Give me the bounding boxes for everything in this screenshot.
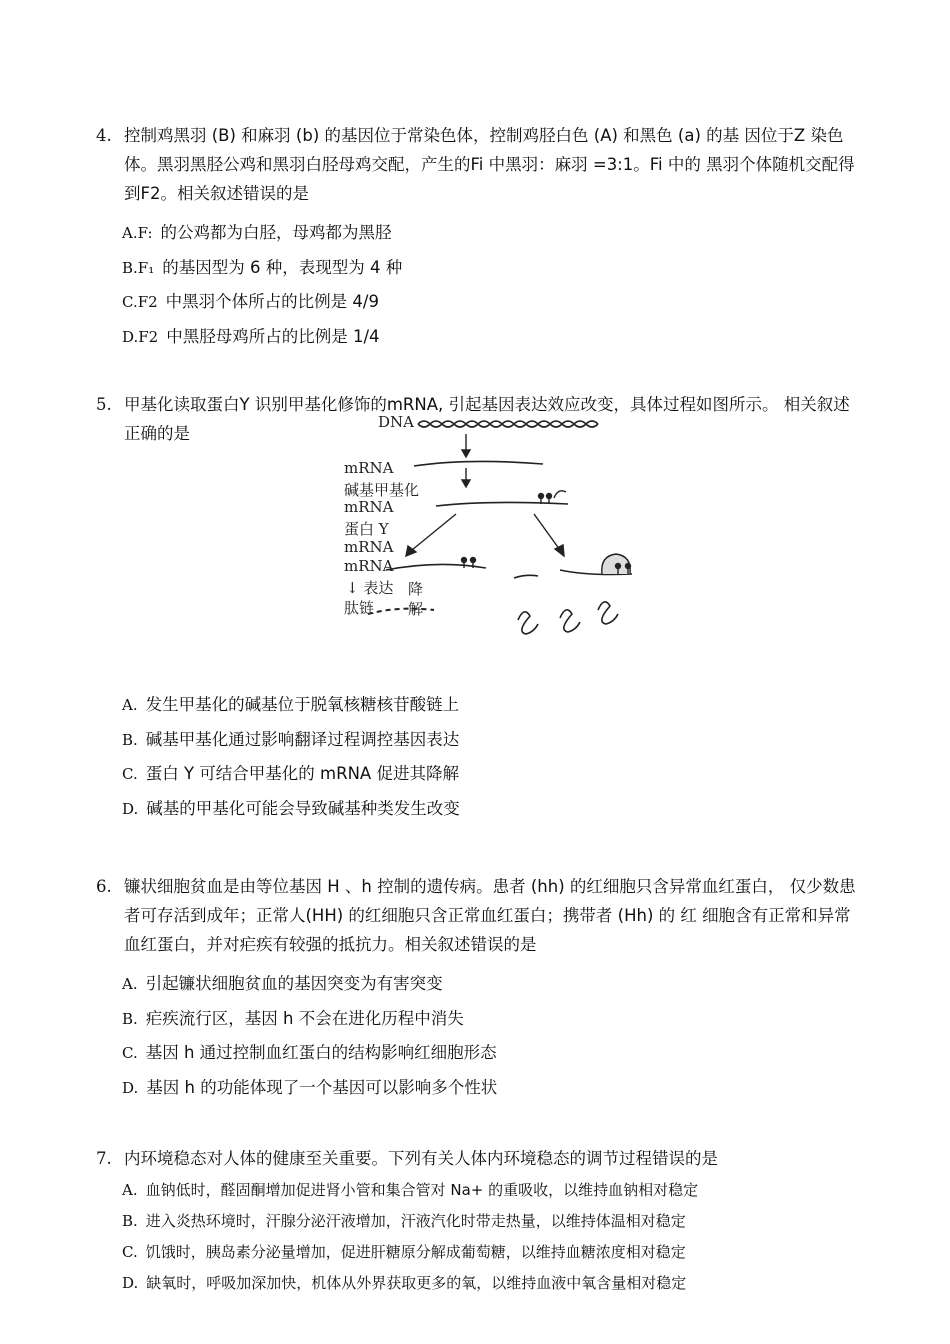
- options-list: [122, 216, 866, 354]
- degraded-fragments: [518, 602, 618, 634]
- mrna-label: mRNA: [344, 498, 394, 516]
- options-list: [122, 1175, 866, 1299]
- option-b[interactable]: B. 疟疾流行区，基因 h 不会在进化历程中消失: [122, 1008, 464, 1028]
- option-c[interactable]: C. 饥饿时，胰岛素分泌量增加，促进肝糖原分解成葡萄糖，以维持血糖浓度相对稳定: [122, 1243, 686, 1261]
- methylation-label: 碱基甲基化: [344, 481, 420, 499]
- degradation-label: 降: [408, 580, 424, 598]
- stem-text: 甲基化读取蛋白Y 识别甲基化修饰的mRNA, 引起基因表达效应改变，具体过程如图所示。 相关叙述正确的是: [124, 395, 850, 443]
- expression-label: ↓ 表达: [346, 579, 394, 597]
- stem-text: 控制鸡黑羽 (B) 和麻羽 (b) 的基因位于常染色体，控制鸡胫白色 (A) 和黑色 (a) 的基 因位于Z 染色体。黑羽黑胫公鸡和黑羽白胫母鸡交配，产生的Fi 中黑羽：麻羽 =3:1。Fi 中的 黑羽个体随机交配得到F2。相关叙述错误的是: [124, 126, 855, 203]
- option-d[interactable]: D.F2 中黑胫母鸡所占的比例是 1/4: [122, 326, 380, 346]
- dna-label: DNA: [378, 413, 414, 431]
- protein-y-label: 蛋白 Y: [344, 520, 389, 538]
- question-7: [96, 1144, 866, 1299]
- option-a[interactable]: A. 血钠低时，醛固酮增加促进肾小管和集合管对 Na+ 的重吸收，以维持血钠相对稳定: [122, 1181, 699, 1199]
- question-number: 7.: [96, 1149, 112, 1168]
- stem-text: 镰状细胞贫血是由等位基因 H 、h 控制的遗传病。患者 (hh) 的红细胞只含异常血红蛋白， 仅少数患者可存活到成年；正常人(HH) 的红细胞只含正常血红蛋白；携带者 (Hh) 的 红 细胞含有正常和异常血红蛋白，并对疟疾有较强的抵抗力。相关叙述错误的是: [124, 877, 856, 954]
- question-number: 5.: [96, 395, 112, 414]
- question-number: 6.: [96, 877, 112, 896]
- mrna-label: mRNA: [344, 557, 394, 575]
- mrna-label: mRNA: [344, 538, 394, 556]
- question-stem: [96, 872, 866, 959]
- option-c[interactable]: C. 基因 h 通过控制血红蛋白的结构影响红细胞形态: [122, 1043, 497, 1062]
- option-b[interactable]: B. 进入炎热环境时，汗腺分泌汗液增加，汗液汽化时带走热量，以维持体温相对稳定: [122, 1212, 686, 1230]
- question-stem: [96, 1144, 866, 1173]
- question-5-options: [96, 688, 866, 826]
- degradation-label: 解: [408, 600, 424, 618]
- option-d[interactable]: D. 缺氧时，呼吸加深加快，机体从外界获取更多的氧，以维持血液中氧含量相对稳定: [122, 1274, 687, 1292]
- option-c[interactable]: C.F2 中黑羽个体所占的比例是 4/9: [122, 292, 379, 311]
- peptide-label: 肽链: [344, 599, 375, 617]
- option-a[interactable]: A. 引起镰状细胞贫血的基因突变为有害突变: [122, 974, 443, 993]
- options-list: [122, 688, 866, 826]
- option-b[interactable]: B. 碱基甲基化通过影响翻译过程调控基因表达: [122, 729, 460, 749]
- options-list: [122, 967, 866, 1105]
- question-number: 4.: [96, 126, 112, 145]
- dna-helix: [418, 421, 598, 427]
- question-stem: [96, 121, 866, 208]
- question-4: [96, 121, 866, 354]
- option-d[interactable]: D. 碱基的甲基化可能会导致碱基种类发生改变: [122, 798, 460, 818]
- mrna-label: mRNA: [344, 459, 394, 477]
- question-6: [96, 872, 866, 1105]
- option-a[interactable]: A. 发生甲基化的碱基位于脱氧核糖核苷酸链上: [122, 695, 460, 714]
- option-a[interactable]: A.F: 的公鸡都为白胫，母鸡都为黑胫: [122, 223, 392, 242]
- option-b[interactable]: B.F₁ 的基因型为 6 种，表现型为 4 种: [122, 257, 403, 277]
- option-d[interactable]: D. 基因 h 的功能体现了一个基因可以影响多个性状: [122, 1077, 498, 1097]
- methylation-diagram: [338, 410, 638, 650]
- stem-text: 内环境稳态对人体的健康至关重要。下列有关人体内环境稳态的调节过程错误的是: [124, 1149, 718, 1168]
- option-c[interactable]: C. 蛋白 Y 可结合甲基化的 mRNA 促进其降解: [122, 764, 459, 783]
